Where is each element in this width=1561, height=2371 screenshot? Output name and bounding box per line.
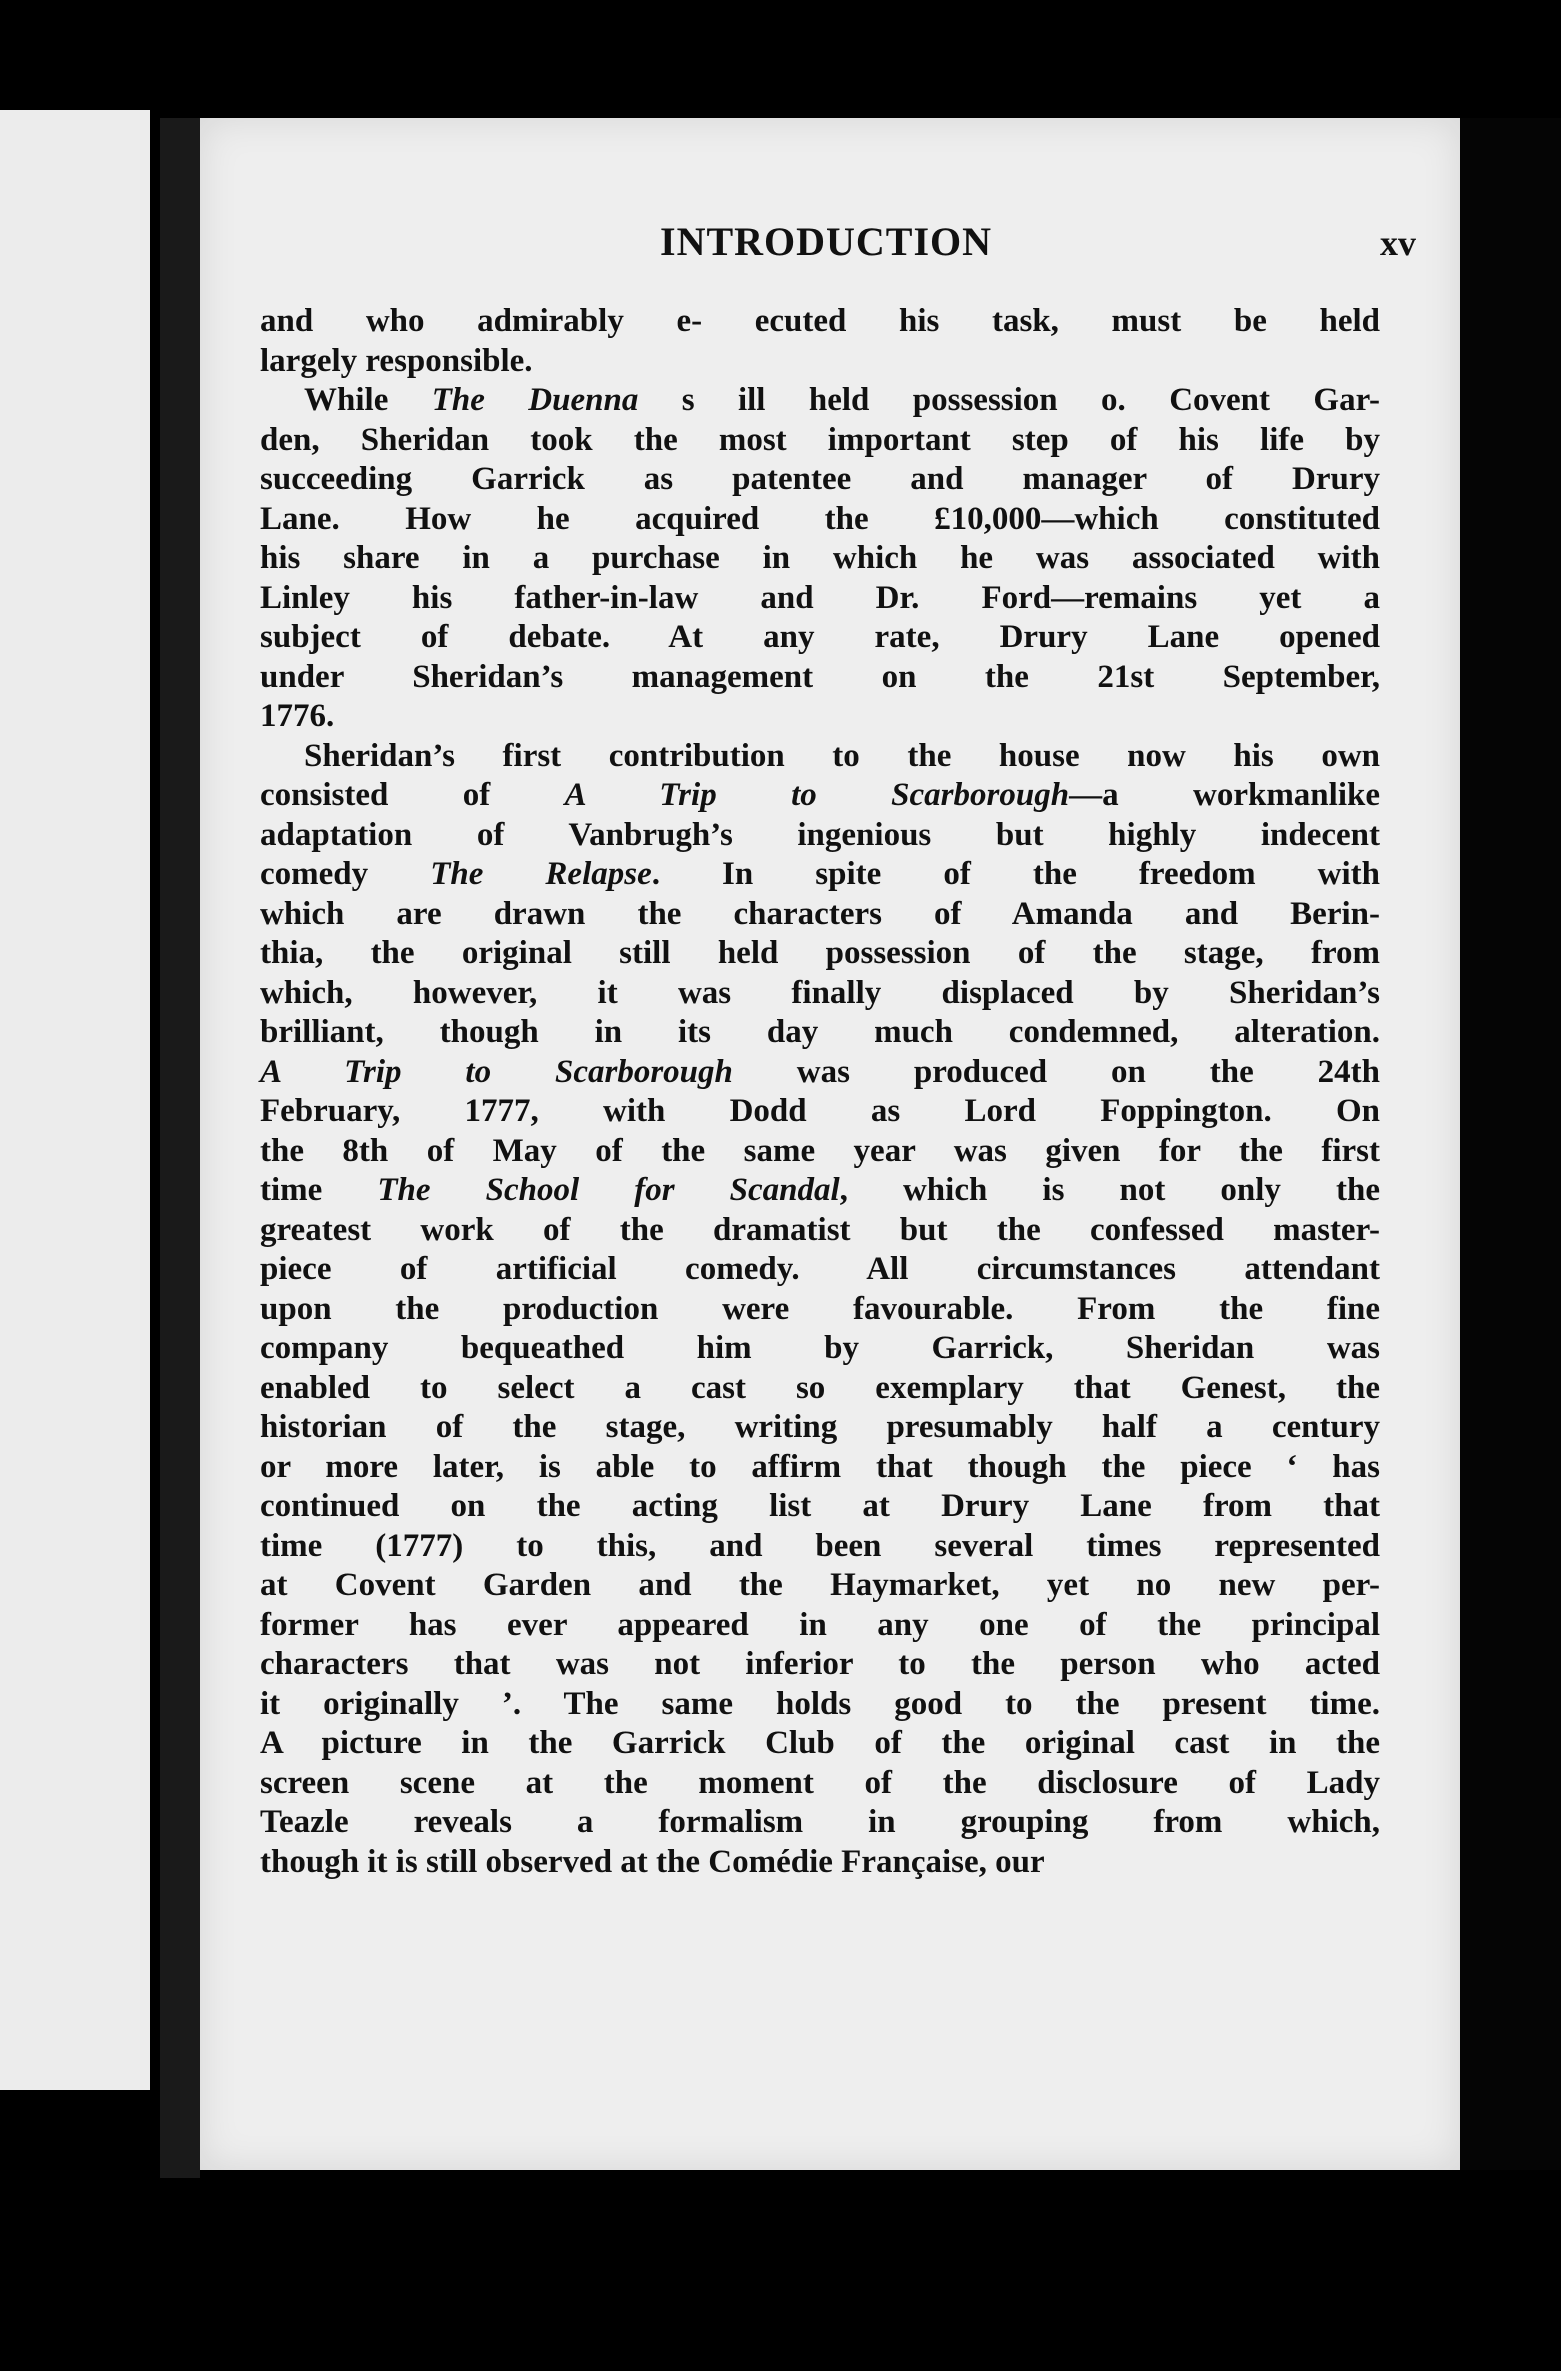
- text-line: [260, 500, 1380, 540]
- text-line: [260, 1250, 1380, 1290]
- text-run: at Covent Garden and the Haymarket, yet no new per-: [260, 1567, 1380, 1603]
- text-run: screen scene at the moment of the disclosure of Lady: [260, 1764, 1380, 1801]
- left-page-sheet: [0, 110, 150, 2090]
- text-line: [260, 1487, 1380, 1527]
- text-run: Lane. How he acquired the £10,000—which constituted: [260, 500, 1380, 537]
- text-line: [260, 895, 1380, 935]
- text-line: [260, 1606, 1380, 1646]
- text-run: time: [260, 1172, 378, 1208]
- text-line: [260, 1645, 1380, 1685]
- text-line: [260, 1566, 1380, 1606]
- text-line: [260, 974, 1380, 1014]
- text-run: former has ever appeared in any one of the principal: [260, 1606, 1380, 1643]
- text-run: continued on the acting list at Drury Lane from that: [260, 1488, 1380, 1524]
- text-line: [260, 460, 1380, 500]
- text-line: [260, 1724, 1380, 1764]
- text-line: [260, 1171, 1380, 1211]
- text-run: . In spite of the freedom with: [651, 856, 1380, 892]
- text-run: , which is not only the: [839, 1172, 1380, 1208]
- text-run: greatest work of the dramatist but the confessed master-: [260, 1211, 1380, 1248]
- book-page: [200, 118, 1460, 2170]
- text-run: which are drawn the characters of Amanda and Berin-: [260, 895, 1380, 932]
- text-line: [260, 697, 1380, 737]
- text-run: den, Sheridan took the most important step of his life by: [260, 421, 1380, 458]
- text-line: [260, 658, 1380, 698]
- text-line: [260, 579, 1380, 619]
- text-line: [260, 1803, 1380, 1843]
- text-run: Linley his father-in-law and Dr. Ford—remains yet a: [260, 579, 1380, 616]
- text-line: [260, 342, 1380, 382]
- text-line: [260, 1843, 1380, 1883]
- text-line: [260, 855, 1380, 895]
- text-run: February, 1777, with Dodd as Lord Foppington. On: [260, 1093, 1380, 1129]
- text-line: [260, 1013, 1380, 1053]
- text-run: his share in a purchase in which he was associated with: [260, 540, 1380, 576]
- text-run: which, however, it was finally displaced by Sheridan’s: [260, 974, 1380, 1011]
- text-run: historian of the stage, writing presumably half a century: [260, 1409, 1380, 1445]
- page-number: xv: [1380, 223, 1416, 263]
- text-run: comedy: [260, 856, 431, 892]
- text-line: [260, 539, 1380, 579]
- text-run: consisted of: [260, 777, 565, 813]
- text-run: brilliant, though in its day much condemned, alteration.: [260, 1014, 1380, 1050]
- text-run: succeeding Garrick as patentee and manager of Drury: [260, 461, 1380, 497]
- italic-title: A Trip to Scarborough: [260, 1053, 733, 1090]
- text-line: [260, 1290, 1380, 1330]
- text-run: time (1777) to this, and been several times represented: [260, 1527, 1380, 1564]
- text-run: adaptation of Vanbrugh’s ingenious but highly indecent: [260, 816, 1380, 853]
- text-run: A picture in the Garrick Club of the original cast in the: [260, 1725, 1380, 1761]
- text-line: [260, 1764, 1380, 1804]
- italic-title: The Relapse: [430, 856, 652, 892]
- text-line: [260, 1053, 1380, 1093]
- text-run: Sheridan’s first contribution to the house now his own: [304, 737, 1380, 774]
- text-run: s ill held possession o. Covent Gar-: [638, 382, 1380, 418]
- text-run: the 8th of May of the same year was given for the first: [260, 1132, 1380, 1169]
- text-line: [260, 381, 1380, 421]
- text-line: [260, 1092, 1380, 1132]
- text-run: it originally ’. The same holds good to the present time.: [260, 1685, 1380, 1722]
- text-run: largely responsible.: [260, 342, 533, 379]
- text-run: piece of artificial comedy. All circumstances attendant: [260, 1251, 1380, 1287]
- running-title: INTRODUCTION: [660, 219, 993, 264]
- text-run: characters that was not inferior to the person who acted: [260, 1646, 1380, 1682]
- text-line: [260, 421, 1380, 461]
- text-line: [260, 1408, 1380, 1448]
- text-run: While: [304, 382, 432, 418]
- text-line: [260, 1329, 1380, 1369]
- text-run: enabled to select a cast so exemplary that Genest, the: [260, 1369, 1380, 1406]
- right-margin: [1460, 118, 1561, 2170]
- page-header: [260, 218, 1416, 278]
- text-line: [260, 1132, 1380, 1172]
- text-run: thia, the original still held possession of the stage, from: [260, 935, 1380, 971]
- text-line: [260, 302, 1380, 342]
- text-run: was produced on the 24th: [732, 1053, 1380, 1090]
- text-line: [260, 737, 1380, 777]
- text-line: [260, 776, 1380, 816]
- text-line: [260, 934, 1380, 974]
- text-run: Teazle reveals a formalism in grouping from which,: [260, 1804, 1380, 1840]
- book-gutter: [160, 118, 200, 2178]
- text-run: or more later, is able to affirm that though the piece ‘ has: [260, 1448, 1380, 1485]
- left-page: [0, 0, 150, 2371]
- text-line: [260, 618, 1380, 658]
- text-run: though it is still observed at the Comédie Française, our: [260, 1843, 1045, 1880]
- body-text: [260, 302, 1380, 1882]
- text-line: [260, 1211, 1380, 1251]
- italic-title: The School for Scandal: [377, 1172, 840, 1208]
- italic-title: The Duenna: [431, 382, 639, 418]
- text-run: and who admirably e‑ ecuted his task, must be held: [260, 303, 1380, 339]
- text-line: [260, 1448, 1380, 1488]
- text-run: 1776.: [260, 698, 335, 734]
- text-run: under Sheridan’s management on the 21st September,: [260, 658, 1380, 695]
- text-line: [260, 1369, 1380, 1409]
- text-run: upon the production were favourable. From the fine: [260, 1290, 1380, 1327]
- text-run: —a workmanlike: [1069, 777, 1380, 813]
- text-run: subject of debate. At any rate, Drury Lane opened: [260, 619, 1380, 655]
- text-line: [260, 816, 1380, 856]
- italic-title: A Trip to Scarborough: [564, 777, 1070, 813]
- text-line: [260, 1685, 1380, 1725]
- text-line: [260, 1527, 1380, 1567]
- text-run: company bequeathed him by Garrick, Sheridan was: [260, 1330, 1380, 1366]
